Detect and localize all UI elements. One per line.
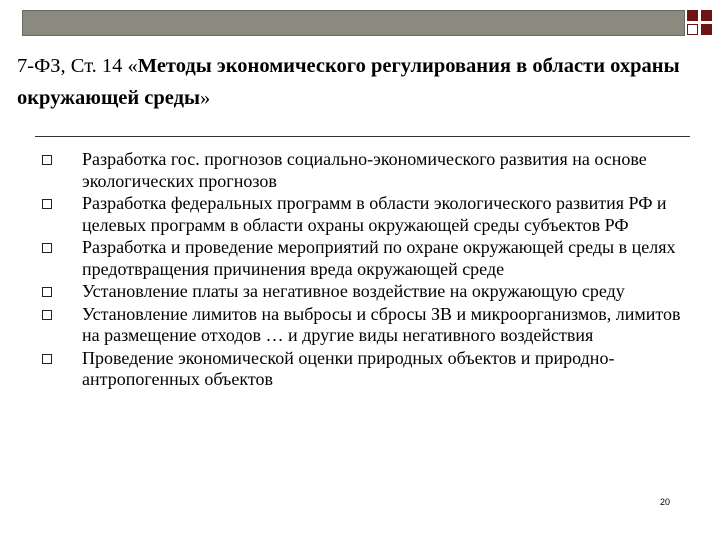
list-item-text: Разработка федеральных программ в области экологического развития РФ и целевых программ в области охраны окружающей среды субъектов РФ xyxy=(82,193,667,235)
title-prefix: 7-ФЗ, Ст. 14 « xyxy=(17,55,138,77)
list-item-text: Разработка и проведение мероприятий по охране окружающей среды в целях предотвращения причинения вреда окружающей среде xyxy=(82,237,676,279)
corner-square xyxy=(687,10,698,21)
square-bullet-icon xyxy=(42,243,52,253)
corner-square xyxy=(701,24,712,35)
title-suffix: » xyxy=(200,87,211,109)
list-item xyxy=(42,237,692,280)
square-bullet-icon xyxy=(42,287,52,297)
list-item-text: Установление платы за негативное воздействие на окружающую среду xyxy=(82,281,625,301)
list-item xyxy=(42,149,692,192)
list-item xyxy=(42,304,692,347)
corner-decoration xyxy=(687,10,713,44)
page-number: 20 xyxy=(660,497,671,507)
square-bullet-icon xyxy=(42,354,52,364)
corner-square xyxy=(687,24,698,35)
square-bullet-icon xyxy=(42,310,52,320)
slide-title xyxy=(17,50,697,114)
bullet-list xyxy=(42,149,692,391)
list-item xyxy=(42,193,692,236)
square-bullet-icon xyxy=(42,199,52,209)
corner-square xyxy=(701,10,712,21)
title-bold-text: Методы экономического регулирования в области охраны окружающей среды xyxy=(17,55,680,109)
header-bar xyxy=(22,10,685,36)
square-bullet-icon xyxy=(42,155,52,165)
list-item xyxy=(42,348,692,391)
title-divider xyxy=(35,136,690,137)
list-item-text: Установление лимитов на выбросы и сбросы ЗВ и микроорганизмов, лимитов на размещение отходов … и другие виды негативного воздействия xyxy=(82,303,681,345)
list-item xyxy=(42,281,692,303)
list-item-text: Разработка гос. прогнозов социально-экономического развития на основе экологических прогнозов xyxy=(82,149,647,191)
list-item-text: Проведение экономической оценки природных объектов и природно-антропогенных объектов xyxy=(82,347,615,389)
